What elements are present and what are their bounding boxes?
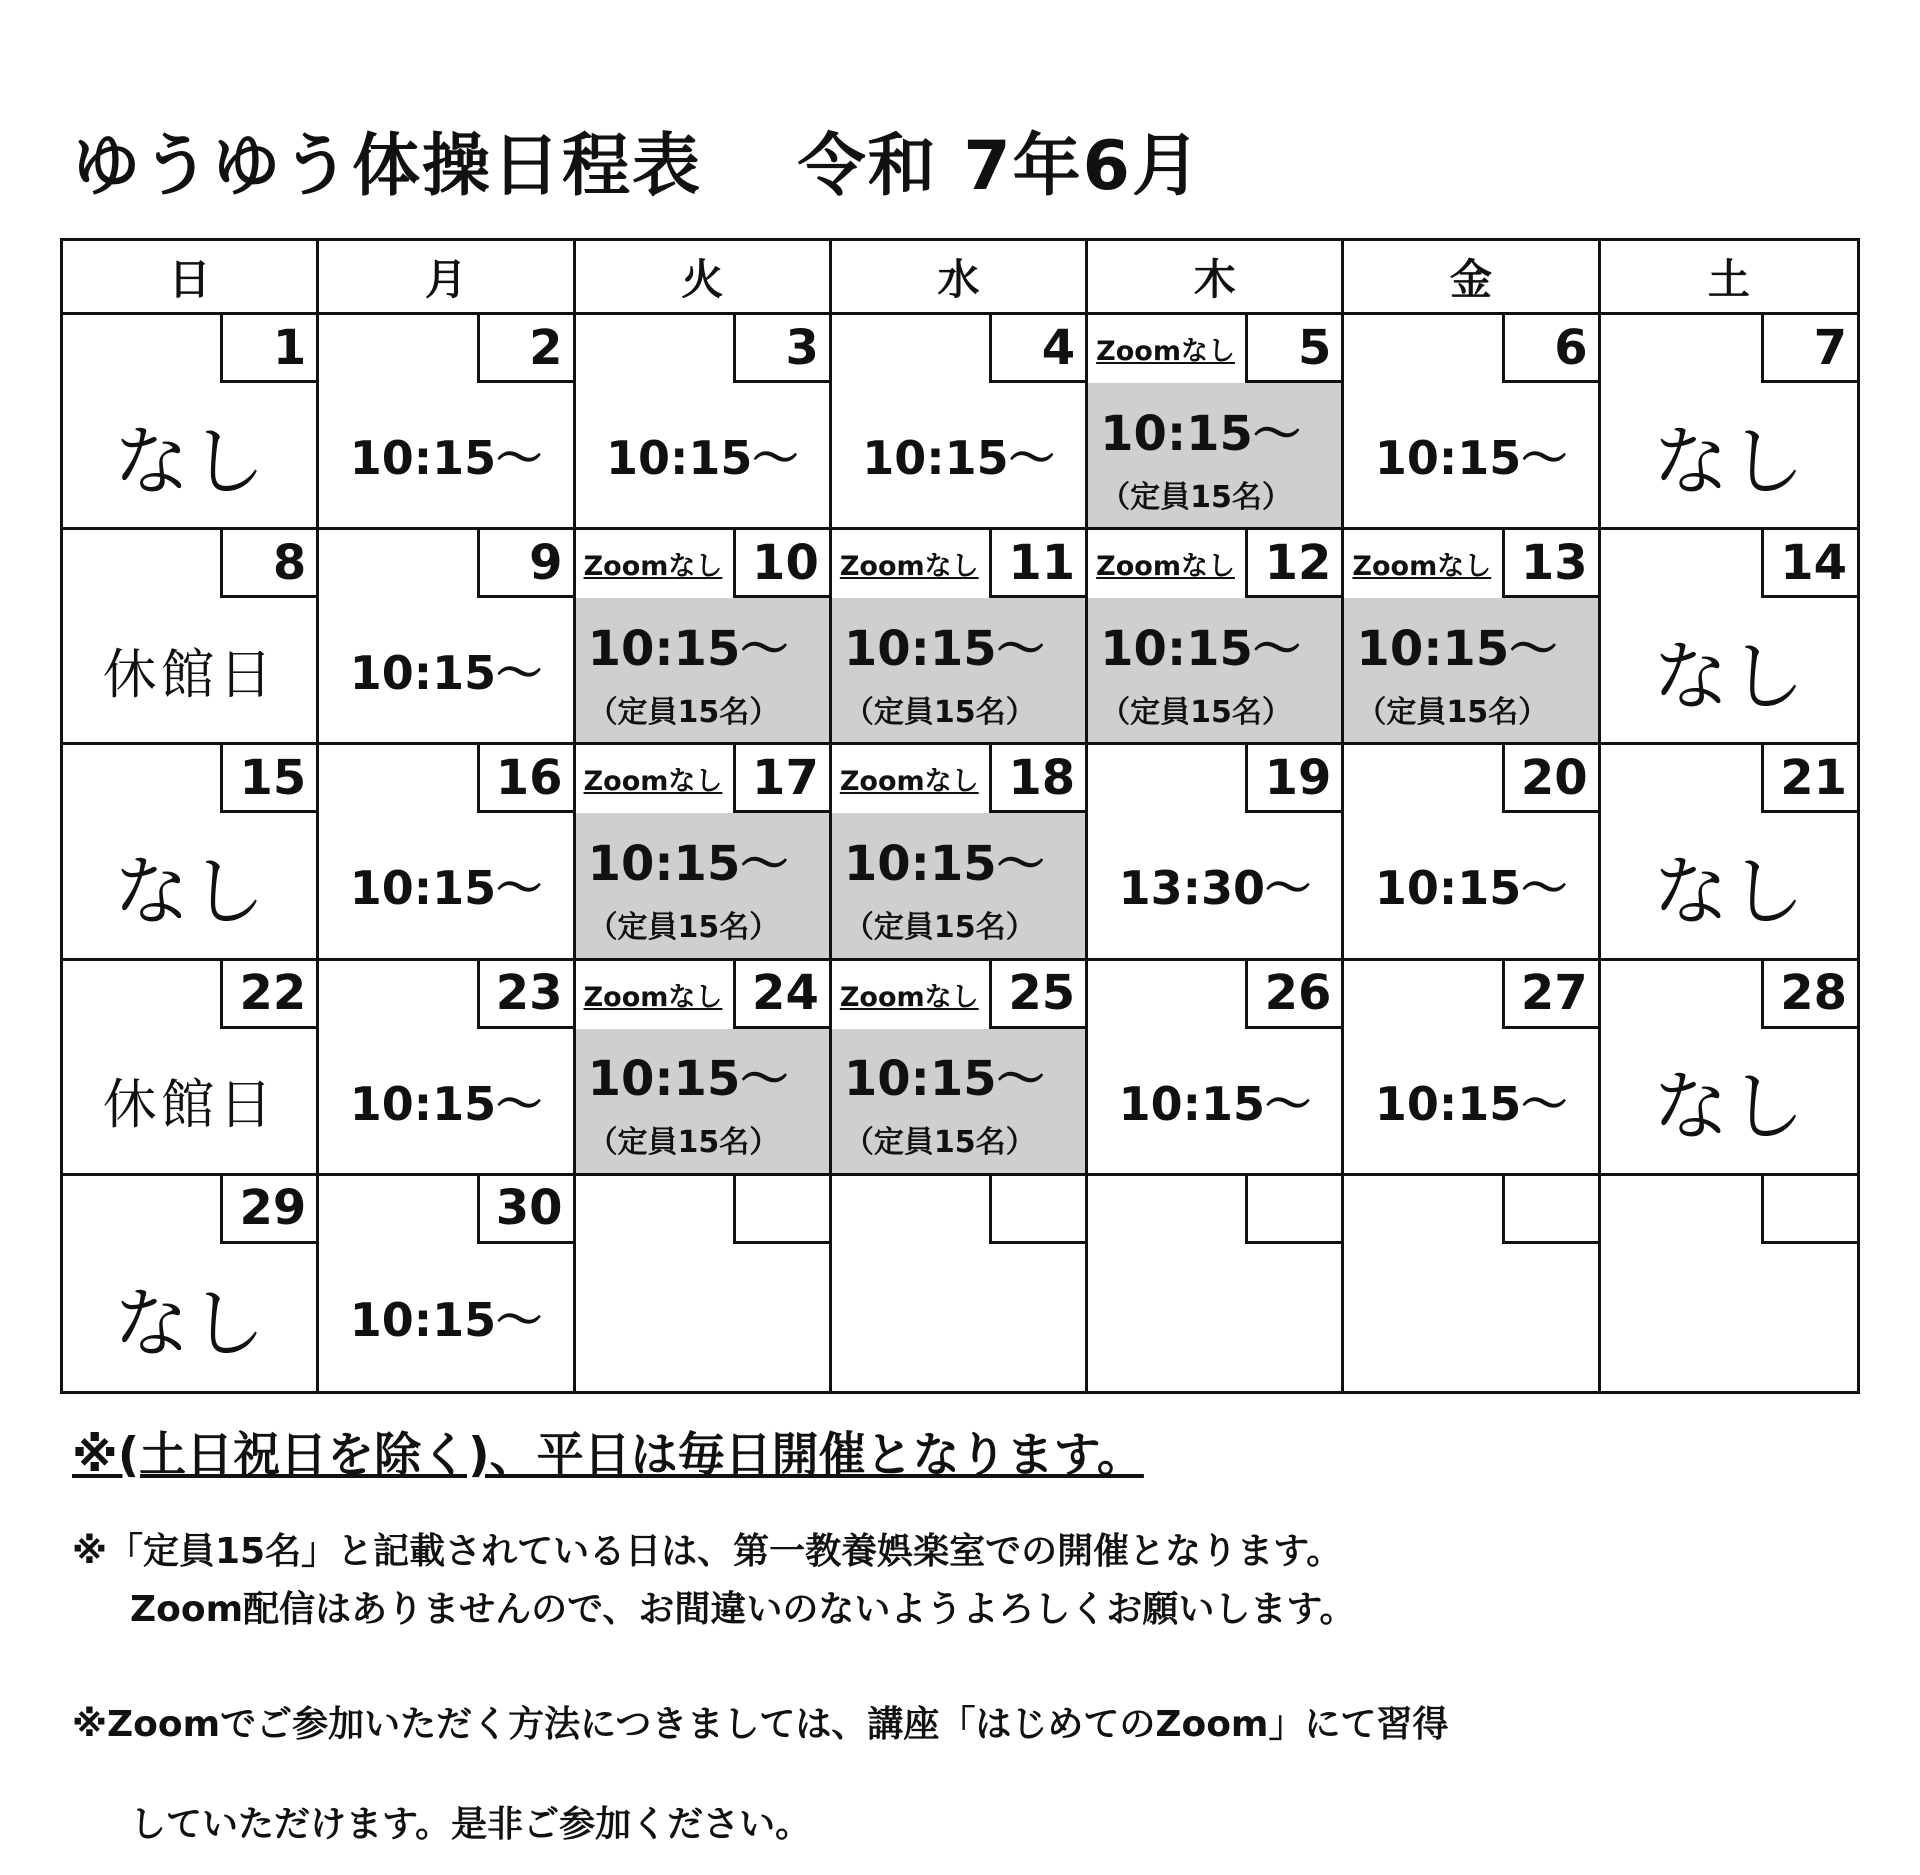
session-time: 10:15～ bbox=[349, 1293, 543, 1348]
no-zoom-label: Zoomなし bbox=[839, 766, 979, 798]
day-content bbox=[1344, 383, 1597, 527]
session-time: 10:15～ bbox=[862, 431, 1055, 486]
day-content bbox=[319, 1244, 572, 1391]
date-number: 18 bbox=[989, 745, 1085, 813]
day-cell bbox=[1601, 745, 1857, 960]
page-title: ゆうゆう体操日程表 令和 7年6月 bbox=[72, 127, 1202, 206]
day-content bbox=[1088, 1029, 1341, 1173]
day-content bbox=[1088, 813, 1341, 957]
date-number: 4 bbox=[989, 315, 1085, 383]
day-content bbox=[63, 1029, 316, 1173]
date-number: 15 bbox=[220, 745, 316, 813]
day-content bbox=[832, 813, 1085, 957]
day-cell bbox=[1344, 530, 1600, 745]
capacity-label: （定員15名） bbox=[587, 1125, 780, 1161]
note-zoom bbox=[72, 1675, 1872, 1875]
day-content bbox=[576, 598, 829, 742]
no-zoom-label: Zoomなし bbox=[839, 551, 979, 583]
no-session-label: なし bbox=[1652, 846, 1805, 936]
session-time: 10:15～ bbox=[843, 1051, 1045, 1108]
session-time: 10:15～ bbox=[349, 646, 543, 701]
no-zoom-label: Zoomなし bbox=[1352, 551, 1492, 583]
date-number: 20 bbox=[1502, 745, 1598, 813]
date-number: 24 bbox=[733, 961, 829, 1029]
date-number: 26 bbox=[1245, 961, 1341, 1029]
no-session-label: なし bbox=[1652, 631, 1805, 721]
no-session-label: なし bbox=[113, 1278, 266, 1368]
date-number: 16 bbox=[477, 745, 573, 813]
session-time: 10:15～ bbox=[843, 620, 1045, 677]
day-content bbox=[576, 383, 829, 527]
date-number bbox=[1502, 1176, 1598, 1244]
weekday-header-wed: 水 bbox=[832, 241, 1088, 315]
date-number bbox=[989, 1176, 1085, 1244]
date-number: 27 bbox=[1502, 961, 1598, 1029]
weekday-header-mon: 月 bbox=[319, 241, 575, 315]
date-number: 30 bbox=[477, 1176, 573, 1244]
day-content bbox=[1088, 598, 1341, 742]
session-time: 10:15～ bbox=[1100, 405, 1301, 462]
day-content bbox=[576, 1244, 829, 1391]
session-time: 10:15～ bbox=[1100, 620, 1301, 677]
day-content bbox=[319, 383, 572, 527]
date-number: 2 bbox=[477, 315, 573, 383]
day-cell bbox=[319, 530, 575, 745]
no-zoom-label: Zoomなし bbox=[1096, 336, 1235, 367]
closed-day-label: 休館日 bbox=[102, 1073, 277, 1137]
date-number: 1 bbox=[220, 315, 316, 383]
session-time: 10:15～ bbox=[587, 1051, 789, 1108]
note-weekday-schedule: ※(土日祝日を除く)、平日は毎日開催となります。 bbox=[72, 1428, 1144, 1483]
day-cell bbox=[1088, 1176, 1344, 1391]
day-content bbox=[576, 813, 829, 957]
session-time: 13:30～ bbox=[1118, 861, 1311, 916]
day-content bbox=[1344, 598, 1597, 742]
day-cell bbox=[1088, 961, 1344, 1176]
capacity-label: （定員15名） bbox=[1100, 479, 1292, 515]
day-content bbox=[1601, 598, 1857, 742]
closed-day-label: 休館日 bbox=[102, 642, 277, 706]
day-content bbox=[1601, 1029, 1857, 1173]
date-number: 25 bbox=[989, 961, 1085, 1029]
day-content bbox=[63, 813, 316, 957]
day-content bbox=[63, 1244, 316, 1391]
note-zoom-line2: していただけます。是非ご参加ください。 bbox=[130, 1804, 812, 1845]
date-number: 23 bbox=[477, 961, 573, 1029]
session-time: 10:15～ bbox=[1356, 620, 1558, 677]
capacity-label: （定員15名） bbox=[843, 694, 1036, 730]
session-time: 10:15～ bbox=[349, 431, 543, 486]
no-session-label: なし bbox=[1652, 1062, 1805, 1152]
no-zoom-label: Zoomなし bbox=[583, 981, 723, 1013]
day-content bbox=[1088, 1244, 1341, 1391]
day-cell bbox=[1344, 961, 1600, 1176]
date-number: 12 bbox=[1245, 530, 1341, 598]
capacity-label: （定員15名） bbox=[587, 694, 780, 730]
note-capacity-line2: Zoom配信はありませんので、お間違いのないようよろしくお願いします。 bbox=[130, 1589, 1356, 1630]
weekday-header-sat: 土 bbox=[1601, 241, 1857, 315]
day-cell bbox=[576, 745, 832, 960]
day-cell bbox=[1088, 315, 1344, 530]
capacity-label: （定員15名） bbox=[843, 1125, 1036, 1161]
date-number: 17 bbox=[733, 745, 829, 813]
day-cell bbox=[319, 961, 575, 1176]
capacity-label: （定員15名） bbox=[1356, 694, 1549, 730]
weekday-header-tue: 火 bbox=[576, 241, 832, 315]
day-cell bbox=[576, 530, 832, 745]
day-content bbox=[319, 813, 572, 957]
day-content bbox=[1601, 813, 1857, 957]
day-cell bbox=[1344, 745, 1600, 960]
no-zoom-label: Zoomなし bbox=[583, 551, 723, 583]
day-cell bbox=[1601, 315, 1857, 530]
day-cell bbox=[832, 745, 1088, 960]
session-time: 10:15～ bbox=[1118, 1076, 1311, 1131]
day-cell bbox=[63, 530, 319, 745]
day-content bbox=[832, 1029, 1085, 1173]
day-content bbox=[63, 383, 316, 527]
day-content bbox=[832, 383, 1085, 527]
date-number: 13 bbox=[1502, 530, 1598, 598]
day-cell bbox=[63, 1176, 319, 1391]
day-cell bbox=[1601, 530, 1857, 745]
day-cell bbox=[63, 961, 319, 1176]
day-content bbox=[1088, 383, 1341, 527]
session-time: 10:15～ bbox=[1374, 861, 1568, 916]
day-cell bbox=[832, 315, 1088, 530]
weekday-header-thu: 木 bbox=[1088, 241, 1344, 315]
date-number: 11 bbox=[989, 530, 1085, 598]
session-time: 10:15～ bbox=[843, 835, 1045, 892]
weekday-header-fri: 金 bbox=[1344, 241, 1600, 315]
no-session-label: なし bbox=[1652, 416, 1805, 506]
session-time: 10:15～ bbox=[1374, 1076, 1568, 1131]
day-cell bbox=[63, 745, 319, 960]
day-cell bbox=[832, 1176, 1088, 1391]
date-number: 10 bbox=[733, 530, 829, 598]
date-number bbox=[1245, 1176, 1341, 1244]
date-number: 3 bbox=[733, 315, 829, 383]
no-zoom-label: Zoomなし bbox=[583, 766, 723, 798]
session-time: 10:15～ bbox=[349, 1076, 543, 1131]
no-zoom-label: Zoomなし bbox=[1096, 551, 1235, 583]
note-zoom-line1: ※Zoomでご参加いただく方法につきましては、講座「はじめてのZoom」にて習得 bbox=[72, 1704, 1449, 1745]
day-cell bbox=[1601, 961, 1857, 1176]
no-session-label: なし bbox=[113, 416, 266, 506]
day-cell bbox=[832, 530, 1088, 745]
day-cell bbox=[1344, 1176, 1600, 1391]
capacity-label: （定員15名） bbox=[1100, 694, 1292, 730]
day-cell bbox=[63, 315, 319, 530]
day-content bbox=[1344, 813, 1597, 957]
date-number: 14 bbox=[1761, 530, 1857, 598]
day-content bbox=[1601, 383, 1857, 527]
day-content bbox=[576, 1029, 829, 1173]
day-cell bbox=[319, 315, 575, 530]
note-capacity-line1: ※「定員15名」と記載されている日は、第一教養娯楽室での開催となります。 bbox=[72, 1531, 1343, 1572]
date-number: 21 bbox=[1761, 745, 1857, 813]
session-time: 10:15～ bbox=[605, 431, 799, 486]
day-content bbox=[319, 598, 572, 742]
day-cell bbox=[1088, 530, 1344, 745]
day-content bbox=[1344, 1244, 1597, 1391]
day-content bbox=[1601, 1244, 1857, 1391]
day-content bbox=[319, 1029, 572, 1173]
day-content bbox=[832, 1244, 1085, 1391]
date-number bbox=[1761, 1176, 1857, 1244]
date-number: 22 bbox=[220, 961, 316, 1029]
notes-section bbox=[72, 1418, 1872, 1875]
date-number: 7 bbox=[1761, 315, 1857, 383]
day-content bbox=[1344, 1029, 1597, 1173]
day-cell bbox=[1601, 1176, 1857, 1391]
capacity-label: （定員15名） bbox=[843, 909, 1036, 945]
session-time: 10:15～ bbox=[349, 861, 543, 916]
date-number: 19 bbox=[1245, 745, 1341, 813]
date-number: 6 bbox=[1502, 315, 1598, 383]
session-time: 10:15～ bbox=[587, 835, 789, 892]
date-number: 5 bbox=[1245, 315, 1341, 383]
date-number: 8 bbox=[220, 530, 316, 598]
day-cell bbox=[576, 315, 832, 530]
date-number: 29 bbox=[220, 1176, 316, 1244]
no-session-label: なし bbox=[113, 846, 266, 936]
weekday-header-sun: 日 bbox=[63, 241, 319, 315]
no-zoom-label: Zoomなし bbox=[839, 981, 979, 1013]
day-cell bbox=[319, 1176, 575, 1391]
day-cell bbox=[832, 961, 1088, 1176]
day-cell bbox=[319, 745, 575, 960]
day-cell bbox=[576, 1176, 832, 1391]
date-number: 9 bbox=[477, 530, 573, 598]
schedule-calendar bbox=[60, 238, 1860, 1394]
day-content bbox=[63, 598, 316, 742]
session-time: 10:15～ bbox=[1374, 431, 1568, 486]
date-number: 28 bbox=[1761, 961, 1857, 1029]
day-cell bbox=[1344, 315, 1600, 530]
day-content bbox=[832, 598, 1085, 742]
capacity-label: （定員15名） bbox=[587, 909, 780, 945]
day-cell bbox=[1088, 745, 1344, 960]
day-cell bbox=[576, 961, 832, 1176]
note-capacity bbox=[72, 1523, 1872, 1639]
session-time: 10:15～ bbox=[587, 620, 789, 677]
date-number bbox=[733, 1176, 829, 1244]
